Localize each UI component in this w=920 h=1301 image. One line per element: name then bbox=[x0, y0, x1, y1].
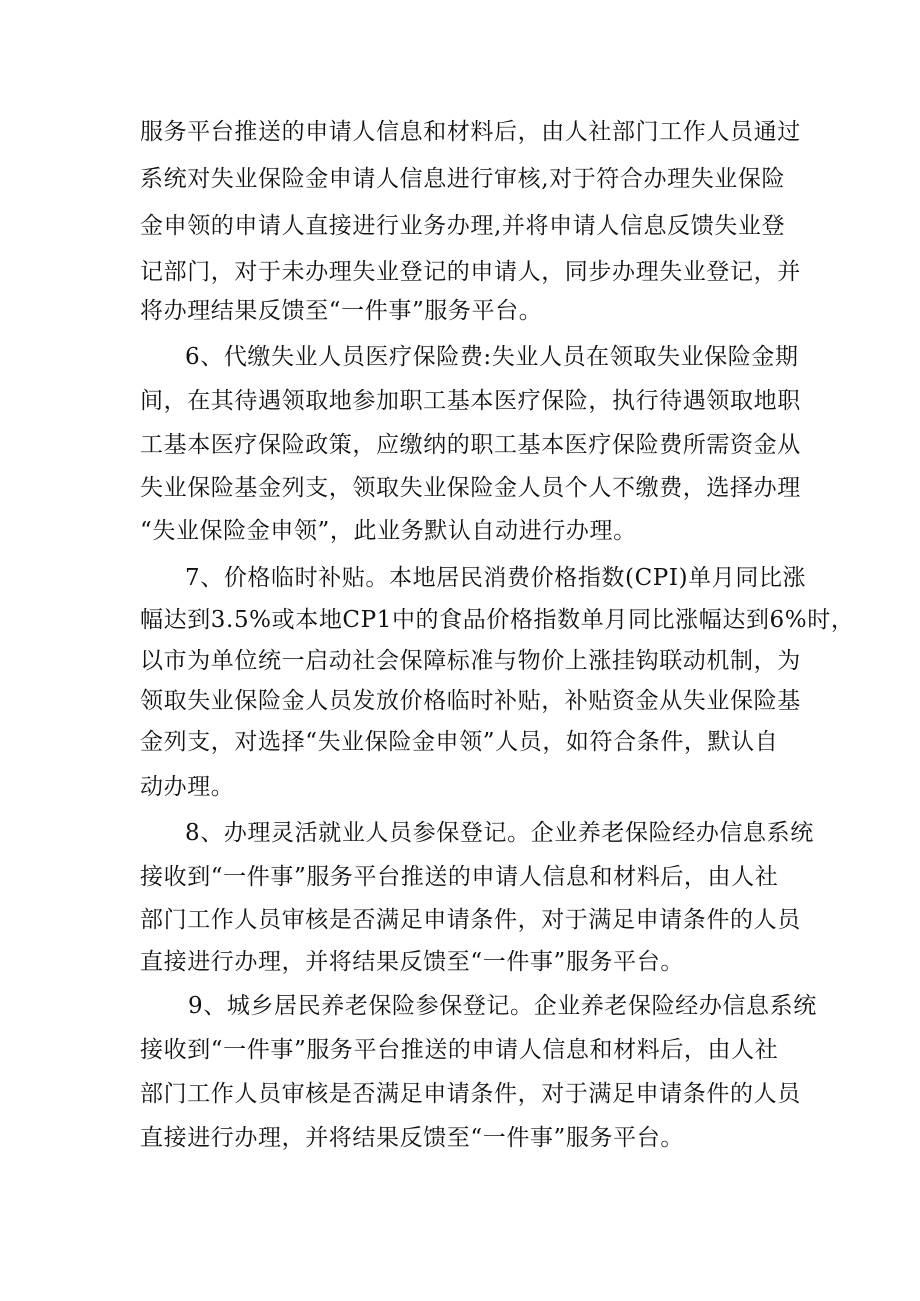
text-line: 动办理。 bbox=[140, 774, 235, 800]
text-line: 金列支，对选择“失业保险金申领”人员，如符合条件，默认自 bbox=[140, 729, 779, 755]
paragraph-6-start: 6、代缴失业人员医疗保险费:失业人员在领取失业保险金期 bbox=[185, 344, 799, 370]
text-line: 接收到“一件事”服务平台推送的申请人信息和材料后，由人社 bbox=[140, 1037, 779, 1063]
text-line: 直接进行办理，并将结果反馈至“一件事”服务平台。 bbox=[140, 1125, 684, 1151]
text-line: 直接进行办理，并将结果反馈至“一件事”服务平台。 bbox=[140, 949, 684, 975]
text-line: 领取失业保险金人员发放价格临时补贴，补贴资金从失业保险基 bbox=[140, 688, 801, 714]
text-line: 幅达到3.5%或本地CP1中的食品价格指数单月同比涨幅达到6%时， bbox=[140, 607, 855, 633]
text-line: 工基本医疗保险政策，应缴纳的职工基本医疗保险费所需资金从 bbox=[140, 432, 801, 458]
text-line: 金申领的申请人直接进行业务办理,并将申请人信息反馈失业登 bbox=[140, 213, 786, 239]
paragraph-9-start: 9、城乡居民养老保险参保登记。企业养老保险经办信息系统 bbox=[188, 993, 817, 1019]
text-line: 间，在其待遇领取地参加职工基本医疗保险，执行待遇领取地职 bbox=[140, 388, 801, 414]
text-line: 部门工作人员审核是否满足申请条件，对于满足申请条件的人员 bbox=[140, 1081, 801, 1107]
paragraph-8-start: 8、办理灵活就业人员参保登记。企业养老保险经办信息系统 bbox=[185, 820, 814, 846]
paragraph-7-start: 7、价格临时补贴。本地居民消费价格指数(CPI)单月同比涨 bbox=[185, 565, 807, 591]
text-line: 系统对失业保险金申请人信息进行审核,对于符合办理失业保险 bbox=[140, 166, 786, 192]
text-line: “失业保险金申领”，此业务默认自动进行办理。 bbox=[140, 518, 637, 544]
text-line: 服务平台推送的申请人信息和材料后，由人社部门工作人员通过 bbox=[140, 119, 801, 145]
text-line: 以市为单位统一启动社会保障标准与物价上涨挂钩联动机制，为 bbox=[140, 648, 801, 674]
text-line: 失业保险基金列支，领取失业保险金人员个人不缴费，选择办理 bbox=[140, 475, 801, 501]
text-line: 部门工作人员审核是否满足申请条件，对于满足申请条件的人员 bbox=[140, 907, 801, 933]
text-line: 将办理结果反馈至“一件事”服务平台。 bbox=[140, 298, 543, 324]
text-line: 接收到“一件事”服务平台推送的申请人信息和材料后，由人社 bbox=[140, 864, 779, 890]
text-line: 记部门，对于未办理失业登记的申请人，同步办理失业登记，并 bbox=[140, 259, 801, 285]
